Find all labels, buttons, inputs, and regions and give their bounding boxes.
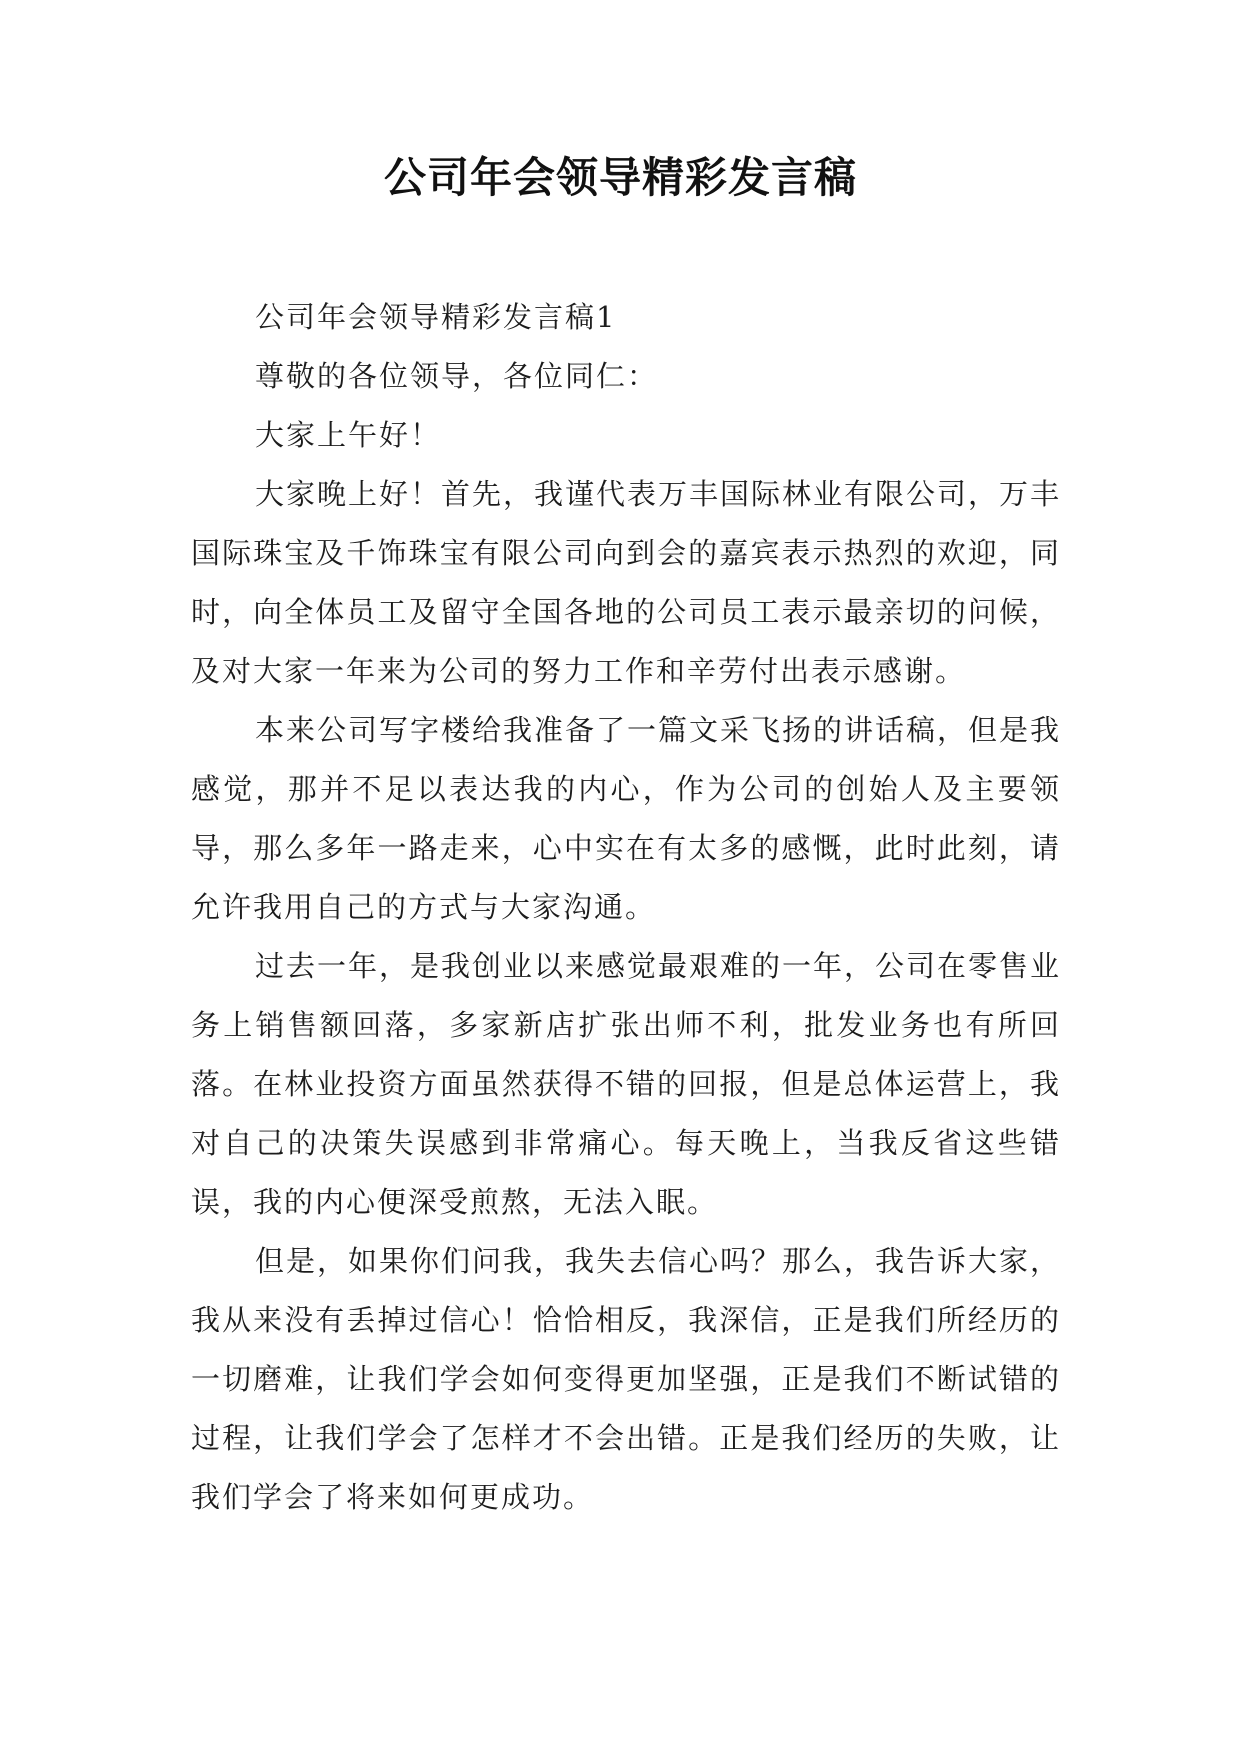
document-title: 公司年会领导精彩发言稿 (383, 153, 857, 202)
paragraph-past-year: 过去一年，是我创业以来感觉最艰难的一年，公司在零售业务上销售额回落，多家新店扩张出师不利，批发业务也有所回落。在林业投资方面虽然获得不错的回报，但是总体运营上，我对自己的决策失误感到非常痛心。每天晚上，当我反省这些错误，我的内心便深受煎熬，无法入眠。 (191, 949, 1062, 1219)
paragraph-salutation: 尊敬的各位领导，各位同仁： (255, 359, 659, 393)
paragraph-welcome: 大家晚上好！首先，我谨代表万丰国际林业有限公司，万丰国际珠宝及千饰珠宝有限公司向到会的嘉宾表示热烈的欢迎，同时，向全体员工及留守全国各地的公司员工表示最亲切的问候，及对大家一年来为公司的努力工作和辛劳付出表示感谢。 (191, 477, 1062, 688)
document-body (191, 288, 1061, 1527)
paragraph-heading: 公司年会领导精彩发言稿1 (255, 300, 617, 334)
paragraph-confidence: 但是，如果你们问我，我失去信心吗？那么，我告诉大家，我从来没有丢掉过信心！恰恰相反，我深信，正是我们所经历的一切磨难，让我们学会如何变得更加坚强，正是我们不断试错的过程，让我们学会了怎样才不会出错。正是我们经历的失败，让我们学会了将来如何更成功。 (191, 1244, 1062, 1514)
paragraph-greeting: 大家上午好！ (255, 418, 442, 452)
paragraph-speech-intro: 本来公司写字楼给我准备了一篇文采飞扬的讲话稿，但是我感觉，那并不足以表达我的内心，作为公司的创始人及主要领导，那么多年一路走来，心中实在有太多的感慨，此时此刻，请允许我用自己的方式与大家沟通。 (191, 713, 1062, 924)
